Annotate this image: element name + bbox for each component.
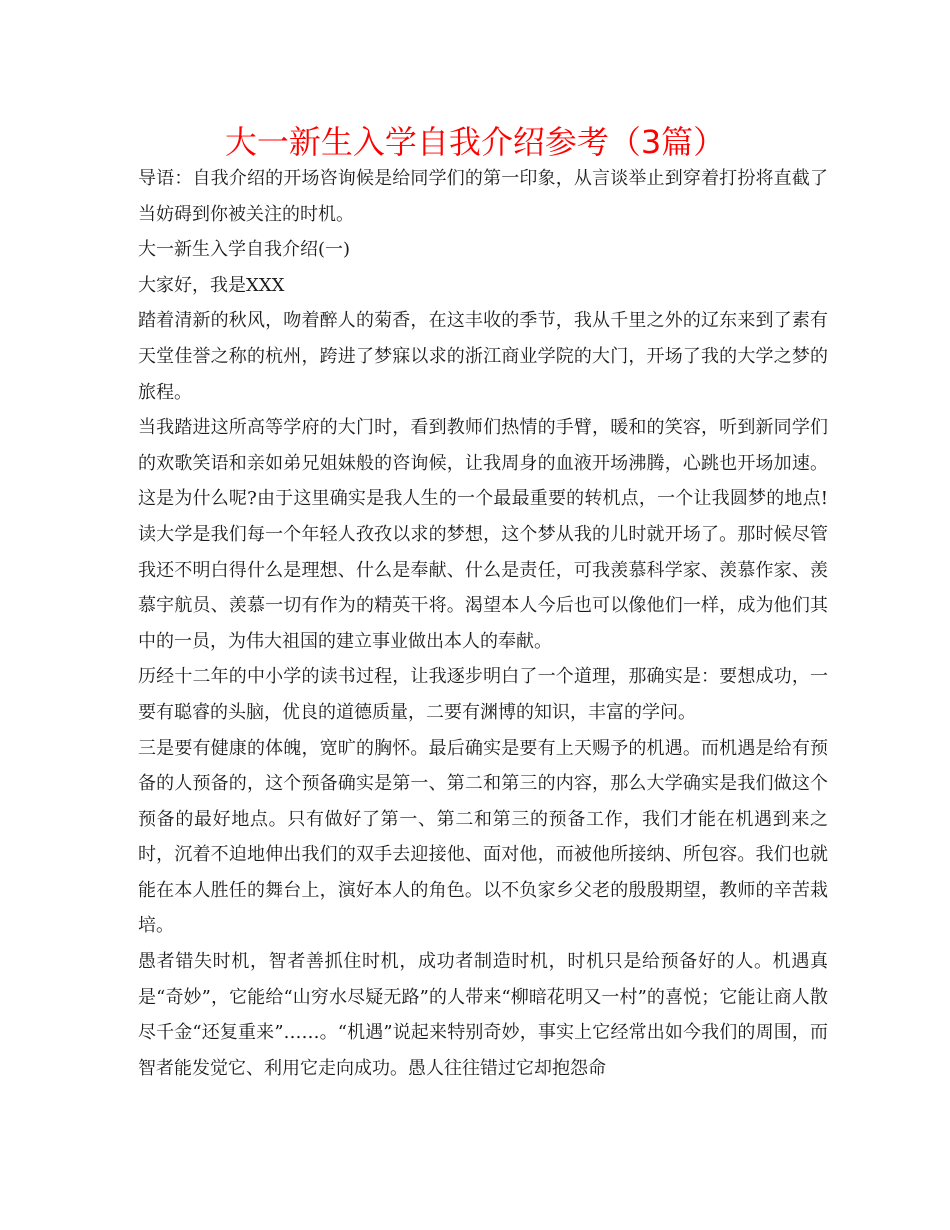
body-paragraph: 愚者错失时机，智者善抓住时机，成功者制造时机，时机只是给预备好的人。机遇真是“奇妙”，它能给“山穷水尽疑无路”的人带来“柳暗花明又一村”的喜悦；它能让商人散尽千金“还复重来”……。“机遇”说起来特别奇妙，事实上它经常出如今我们的周围，而智者能发觉它、利用它走向成功。愚人往往错过它却抱怨命 [138, 951, 828, 1079]
section-heading: 大一新生入学自我介绍(一) [138, 239, 351, 261]
body-paragraph: 历经十二年的中小学的读书过程，让我逐步明白了一个道理，那确实是：要想成功，一要有聪睿的头脑，优良的道德质量，二要有渊博的知识，丰富的学问。 [138, 666, 828, 723]
document-body [138, 161, 828, 1086]
document-title: 大一新生入学自我介绍参考（3篇） [224, 123, 726, 161]
body-paragraph: 踏着清新的秋风，吻着醉人的菊香，在这丰收的季节，我从千里之外的辽东来到了素有天堂佳誉之称的杭州，跨进了梦寐以求的浙江商业学院的大门，开场了我的大学之梦的旅程。 [138, 310, 828, 403]
body-paragraph: 当我踏进这所高等学府的大门时，看到教师们热情的手臂，暖和的笑容，听到新同学们的欢歌笑语和亲如弟兄姐妹般的咨询候，让我周身的血液开场沸腾，心跳也开场加速。这是为什么呢?由于这里确实是我人生的一个最最重要的转机点，一个让我圆梦的地点!读大学是我们每一个年轻人孜孜以求的梦想，这个梦从我的儿时就开场了。那时候尽管我还不明白得什么是理想、什么是奉献、什么是责任，可我羡慕科学家、羡慕作家、羡慕宇航员、羡慕一切有作为的精英干将。渴望本人今后也可以像他们一样，成为他们其中的一员，为伟大祖国的建立事业做出本人的奉献。 [138, 417, 828, 652]
body-paragraph: 三是要有健康的体魄，宽旷的胸怀。最后确实是要有上天赐予的机遇。而机遇是给有预备的人预备的，这个预备确实是第一、第二和第三的内容，那么大学确实是我们做这个预备的最好地点。只有做好了第一、第二和第三的预备工作，我们才能在机遇到来之时，沉着不迫地伸出我们的双手去迎接他、面对他，而被他所接纳、所包容。我们也就能在本人胜任的舞台上，演好本人的角色。以不负家乡父老的殷殷期望，教师的辛苦栽培。 [138, 737, 828, 937]
intro-paragraph: 导语：自我介绍的开场咨询候是给同学们的第一印象，从言谈举止到穿着打扮将直截了当妨碍到你被关注的时机。 [138, 168, 828, 225]
greeting-line: 大家好，我是XXX [138, 274, 285, 296]
